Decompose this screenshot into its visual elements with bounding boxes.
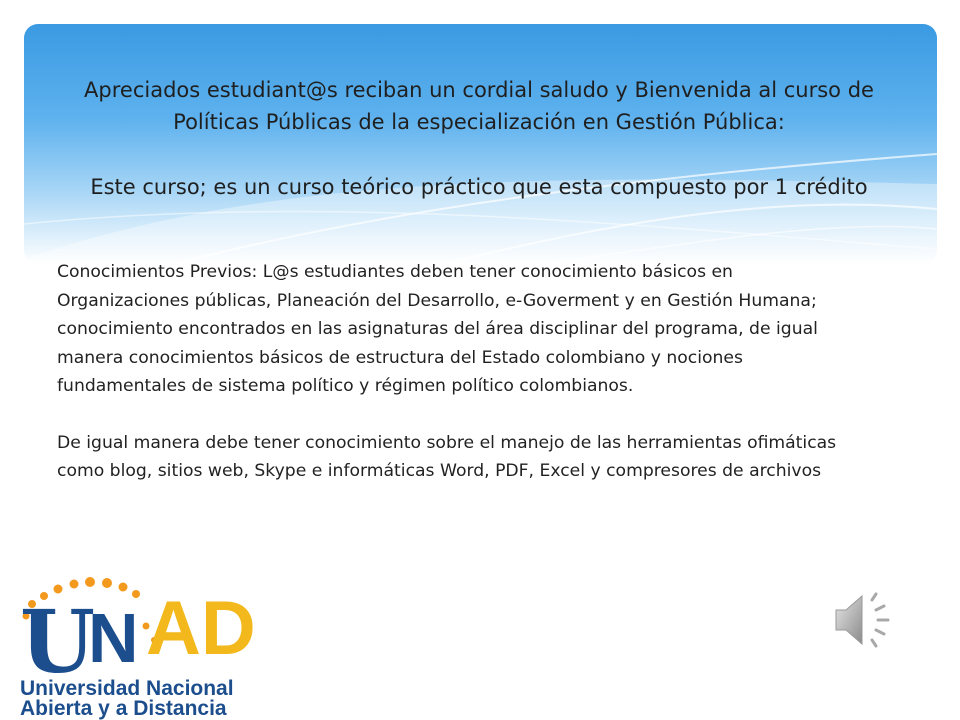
audio-speaker-button[interactable] <box>830 588 902 652</box>
unad-logo <box>18 574 308 720</box>
header-banner <box>24 24 937 264</box>
slide-title: Apreciados estudiant@s reciban un cordial saludo y Bienvenida al curso de Políticas Públicas de la especialización en Gestión Pública: <box>84 78 874 134</box>
logo-letters-ad: AD <box>146 586 256 671</box>
paragraph-office-tools: De igual manera debe tener conocimiento sobre el manejo de las herramientas ofimáticas como blog, sitios web, Skype e informáticas Word, PDF, Excel y compresores de archivos <box>57 432 837 481</box>
logo-letter-u: U <box>20 592 95 684</box>
logo-name-line2: Abierta y a Distancia <box>20 697 227 720</box>
wave-decoration <box>24 24 937 264</box>
paragraph-prior-knowledge: Conocimientos Previos: L@s estudiantes deben tener conocimiento básicos en Organizaciones públicas, Planeación del Desarrollo, e-Goverment y en Gestión Humana; conocimiento encontrados en las asignaturas del área disciplinar del programa, de igual manera conocimientos básicos de estructura del Estado colombiano y nociones fundamentales de sistema político y régimen político colombianos. <box>57 262 818 396</box>
logo-letter-n: N <box>88 599 139 677</box>
speaker-icon <box>830 588 902 652</box>
slide-body <box>57 258 857 514</box>
unad-logo-mark <box>18 574 308 684</box>
logo-name-line1: Universidad Nacional <box>20 677 234 700</box>
slide-subtitle: Este curso; es un curso teórico práctico que esta compuesto por 1 crédito <box>90 175 868 199</box>
